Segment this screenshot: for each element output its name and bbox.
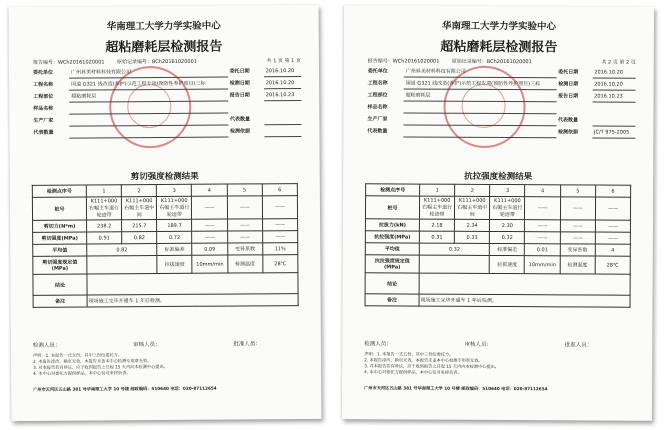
table-row: 剪切力(N*m) 238.2 215.7 189.7 —— —— —— — [33, 219, 298, 233]
table-row: 平均值 0.32 标准偏差 0.01 变异系数 4 — [365, 243, 630, 256]
report-title: 超粘磨耗层检测报告 — [440, 39, 558, 56]
header-info-table: 委托单位 广州昇美材料科技有限公司 委托日期 2016.10.20 工程名称 国道 G321 线改造(养护)示范工程专项(预防性养护项目)三标 检测日期 2016.10.20 工程部位 超粘磨耗层 报告日期 2016.10.23 样品名称 生产厂家 代表数量 代表数量 检测依据 JC/T 975-2005 — [365, 65, 635, 138]
table-row: 检测点序号 1 2 3 4 5 6 — [366, 184, 631, 197]
lab-name: 华南理工大学力学实验中心 — [106, 20, 221, 33]
section-title: 抗拉强度检测结果 — [464, 171, 533, 183]
signature-line: 检测人员： 审核人员： 批准人员： — [32, 341, 261, 349]
table-row: 拉拔力(kN) 2.18 2.34 2.30 —— —— —— — [365, 219, 630, 232]
report-title: 超粘磨耗层检测报告 — [105, 39, 223, 56]
table-row: 备注 现场施工完毕开通车 1 年后检测。 — [365, 294, 630, 307]
table-row: 剪切强度(MPa) 0.91 0.82 0.72 —— —— —— — [33, 231, 298, 245]
record-number: 原始记录编号：BCh20161020001 — [116, 58, 197, 66]
table-row: 备注 现场施工完毕开通车 1 年后检测。 — [33, 294, 298, 308]
header-info-table: 委托单位 广州昇美材料科技有限公司 委托日期 2016.10.20 工程名称 国道 G321 线改造(养护)示范工程专项(预防性养护项目)三标 检测日期 2016.10.20 工程部位 超粘磨耗层 报告日期 2016.10.23 样品名称 生产厂家 代表数量 代表数量 检测依据 — [31, 65, 301, 139]
results-table — [32, 183, 299, 308]
address: 广州市天河区五山路 381 号华南理工大学 10 号楼 邮政编码：510640 电话：020-87112654 — [364, 385, 548, 392]
table-row: 抗拉强度(MPa) 0.31 0.33 0.32 —— —— —— — [365, 231, 630, 244]
notes: 声明：1. 本报告一式五份，其中三份给委托方。 2. 本报告涂改、换页无效，本报告未盖本中心检测专用章无效。 3. 对本报告若有异议，应于收到报告之日起 15 天内向本检测中心提出。 4. 本中心对委托方提供样品，本中心仅对来样负责。 — [364, 351, 499, 375]
table-row: 桩号 K111+000 右幅主车道行轮迹带 K111+000 右幅主车道中间 K111+000 右幅主车道行轮迹带 —— —— —— — [32, 196, 297, 221]
address: 广州市天河区五山路 381 号华南理工大学 10 号楼 邮政编码：510640 电话：020-87112654 — [33, 385, 217, 392]
table-row: 检测点序号 1 2 3 4 5 6 — [32, 184, 297, 198]
signature-line: 检测人员： 审核人员： 批准人员： — [364, 341, 593, 349]
notes: 声明：1. 本报告一式五份，其中三份给委托方。 2. 本报告涂改、换页无效，本报告未盖本中心检测专用章无效。 3. 对本报告若有异议，应于收到报告之日起 15 天内向本检测中心提出。 4. 本中心对委托方提供样品，本中心仅对来样负责。 — [32, 352, 168, 376]
table-row: 抗拉强度规定值 (MPa) 拉拔速度 10mm/min 检测温度 28℃ — [365, 255, 630, 274]
table-row: 结论 — [365, 273, 630, 295]
page-info: 共 2 页 第 2 页 — [601, 59, 636, 66]
section-title: 剪切强度检测结果 — [130, 171, 199, 183]
report-page-1 — [9, 5, 322, 421]
table-row: 结论 — [33, 273, 298, 296]
table-row: 桩号 K111+000 右幅主车道行轮迹带 K111+000 右幅主车道中间 K111+000 右幅主车道行轮迹带 —— —— —— — [365, 196, 630, 220]
report-page-2 — [342, 5, 654, 421]
record-number: 原始记录编号：BCh20161020001 — [451, 58, 532, 66]
report-number: 报告编号：WCh20161020001 — [32, 59, 105, 66]
report-number: 报告编号：WCh20161020001 — [367, 58, 440, 65]
lab-name: 华南理工大学力学实验中心 — [441, 20, 557, 33]
page-info: 共 1 页 第 1 页 — [266, 58, 301, 65]
table-row: 平均值 0.82 标准偏差 0.09 变异系数 11% — [33, 243, 298, 257]
table-row: 剪切强度规定值 (MPa) 拉拔速度 10mm/min 检测温度 28℃ — [33, 255, 298, 275]
results-table — [365, 183, 632, 307]
